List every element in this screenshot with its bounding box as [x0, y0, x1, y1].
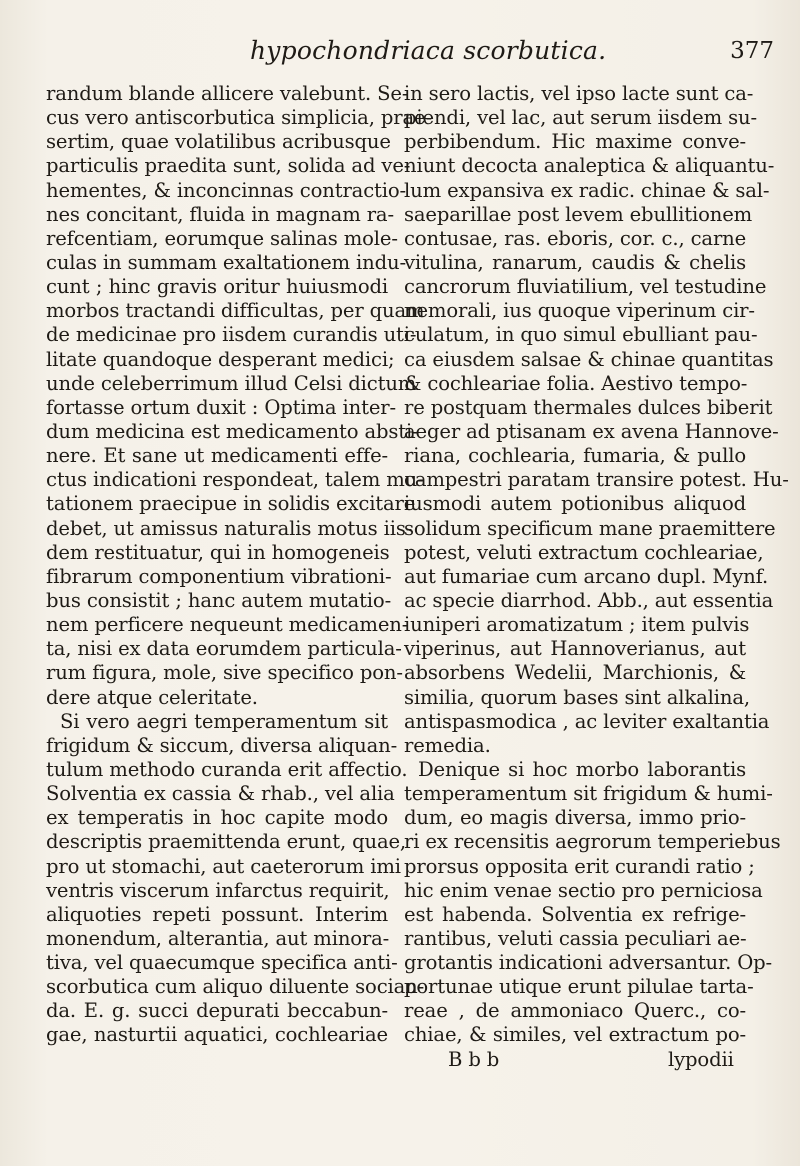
- text-line: riana, cochlearia, fumaria, & pullo: [404, 444, 746, 468]
- text-line: aliquoties repeti possunt. Interim: [46, 902, 388, 926]
- text-line: potest, veluti extractum cochleariae,: [404, 540, 764, 564]
- text-line: monendum, alterantia, aut minora-: [46, 926, 390, 950]
- text-line: cancrorum fluviatilium, vel testudine: [404, 275, 767, 299]
- text-line: absorbens Wedelii, Marchionis, &: [404, 661, 746, 685]
- text-line: lum expansiva ex radic. chinae & sal-: [404, 178, 770, 202]
- text-line: litate quandoque desperant medici;: [46, 347, 395, 371]
- text-line: frigidum & siccum, diversa aliquan-: [46, 733, 398, 757]
- text-line: culas in summam exaltationem indu-: [46, 250, 406, 274]
- text-line: chiae, & similes, vel extractum po-: [404, 1023, 746, 1047]
- page-number: 377: [730, 38, 774, 64]
- text-line: fortasse ortum duxit : Optima inter-: [46, 395, 396, 419]
- text-line: vitulina, ranarum, caudis & chelis: [404, 250, 746, 274]
- text-line: dem restituatur, qui in homogeneis: [46, 540, 390, 564]
- text-line: rum figura, mole, sive specifico pon-: [46, 661, 403, 685]
- text-line: reae , de ammoniaco Querc., co-: [404, 999, 746, 1023]
- catchword: lypodii: [668, 1047, 734, 1071]
- text-line: ctus indicationi respondeat, talem mu-: [46, 468, 424, 492]
- text-line: morbos tractandi difficultas, per quam: [46, 299, 425, 323]
- text-line: randum blande allicere valebunt. Se-: [46, 82, 409, 105]
- text-line: iuniperi aromatizatum ; item pulvis: [404, 613, 750, 637]
- left-column: [46, 82, 432, 1048]
- footer-line: [404, 1048, 746, 1072]
- text-line: ta, nisi ex data eorumdem particula-: [46, 637, 402, 661]
- text-line: campestri paratam transire potest. Hu-: [404, 468, 789, 492]
- text-line: aut fumariae cum arcano dupl. Mynf.: [404, 564, 769, 588]
- text-line: in sero lactis, vel ipso lacte sunt ca-: [404, 82, 754, 105]
- text-line: antispasmodica , ac leviter exaltantia: [404, 709, 770, 733]
- text-line: dere atque celeritate.: [46, 685, 258, 709]
- text-line: sertim, quae volatilibus acribusque: [46, 130, 391, 154]
- text-line: descriptis praemittenda erunt, quae,: [46, 830, 407, 854]
- text-line: da. E. g. succi depurati beccabun-: [46, 999, 388, 1023]
- text-line: scorbutica cum aliquo diluente socian-: [46, 975, 425, 999]
- text-line: Denique si hoc morbo laborantis: [418, 757, 746, 781]
- text-line: particulis praedita sunt, solida ad ve-: [46, 154, 411, 178]
- text-line: remedia.: [404, 733, 491, 757]
- text-line: Solventia ex cassia & rhab., vel alia: [46, 782, 395, 806]
- text-line: gae, nasturtii aquatici, cochleariae: [46, 1023, 388, 1047]
- text-line: piendi, vel lac, aut serum iisdem su-: [404, 106, 757, 130]
- text-line: prorsus opposita erit curandi ratio ;: [404, 854, 755, 878]
- text-line: culatum, in quo simul ebulliant pau-: [404, 323, 758, 347]
- text-line: ri ex recensitis aegrorum temperiebus: [404, 830, 781, 854]
- text-line: refcentiam, eorumque salinas mole-: [46, 226, 398, 250]
- text-line: unde celeberrimum illud Celsi dictum: [46, 371, 417, 395]
- text-line: ca eiusdem salsae & chinae quantitas: [404, 347, 774, 371]
- text-line: nem perficere nequeunt medicamen-: [46, 613, 409, 637]
- text-line: nere. Et sane ut medicamenti effe-: [46, 444, 388, 468]
- text-line: dum, eo magis diversa, immo prio-: [404, 806, 746, 830]
- text-line: tulum methodo curanda erit affectio.: [46, 757, 408, 781]
- text-line: hic enim venae sectio pro perniciosa: [404, 878, 763, 902]
- text-line: solidum specificum mane praemittere: [404, 516, 776, 540]
- text-line: pro ut stomachi, aut caeterorum imi: [46, 854, 401, 878]
- text-line: Si vero aegri temperamentum sit: [60, 709, 388, 733]
- page-header: [0, 36, 800, 70]
- text-line: niunt decocta analeptica & aliquantu-: [404, 154, 775, 178]
- text-line: tiva, vel quaecumque specifica anti-: [46, 951, 398, 975]
- text-line: aeger ad ptisanam ex avena Hannove-: [404, 419, 779, 443]
- text-line: grotantis indicationi adversantur. Op-: [404, 951, 773, 975]
- text-line: bus consistit ; hanc autem mutatio-: [46, 588, 392, 612]
- text-line: saeparillae post levem ebullitionem: [404, 202, 753, 226]
- text-line: similia, quorum bases sint alkalina,: [404, 685, 750, 709]
- text-line: dum medicina est medicamento absti-: [46, 419, 419, 443]
- text-line: cus vero antiscorbutica simplicia, prae-: [46, 106, 432, 130]
- text-line: fibrarum componentium vibrationi-: [46, 564, 392, 588]
- text-line: rantibus, veluti cassia peculiari ae-: [404, 926, 747, 950]
- text-line: ac specie diarrhod. Abb., aut essentia: [404, 588, 774, 612]
- text-line: contusae, ras. eboris, cor. c., carne: [404, 226, 747, 250]
- text-line: de medicinae pro iisdem curandis uti-: [46, 323, 417, 347]
- right-column: [404, 82, 789, 1072]
- text-line: ventris viscerum infarctus requirit,: [46, 878, 390, 902]
- text-line: tationem praecipue in solidis excitare: [46, 492, 416, 516]
- text-line: ex temperatis in hoc capite modo: [46, 806, 388, 830]
- text-line: nes concitant, fluida in magnam ra-: [46, 202, 394, 226]
- signature-mark: B b b: [448, 1047, 500, 1071]
- text-line: viperinus, aut Hannoverianus, aut: [404, 637, 746, 661]
- text-line: portunae utique erunt pilulae tarta-: [404, 975, 754, 999]
- text-line: debet, ut amissus naturalis motus iis-: [46, 516, 413, 540]
- text-line: & cochleariae folia. Aestivo tempo-: [404, 371, 748, 395]
- running-title: hypochondriaca scorbutica.: [250, 36, 607, 65]
- text-line: hementes, & inconcinnas contractio-: [46, 178, 406, 202]
- text-line: est habenda. Solventia ex refrige-: [404, 902, 746, 926]
- text-line: temperamentum sit frigidum & humi-: [404, 782, 773, 806]
- text-line: perbibendum. Hic maxime conve-: [404, 130, 746, 154]
- text-line: re postquam thermales dulces biberit: [404, 395, 773, 419]
- text-line: cunt ; hinc gravis oritur huiusmodi: [46, 275, 388, 299]
- text-line: nemorali, ius quoque viperinum cir-: [404, 299, 755, 323]
- text-line: iusmodi autem potionibus aliquod: [404, 492, 746, 516]
